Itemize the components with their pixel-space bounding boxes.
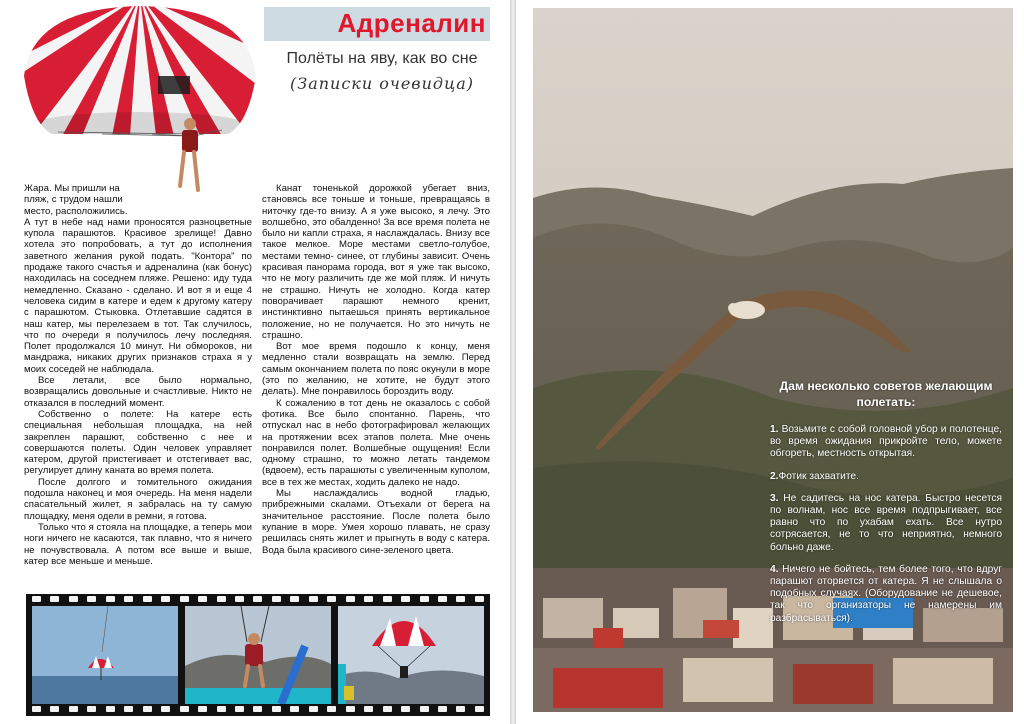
film-frame-1	[32, 606, 178, 704]
paragraph: Вот мое время подошло к концу, меня медленно стали возвращать на землю. Перед самым окончанием полета по пояс окунули в море (это по желанию, не хотите, не будут этого делать). Мне понравилось бороздить воду.	[262, 341, 490, 398]
film-frame-2	[185, 606, 331, 704]
film-perforations-bottom	[32, 706, 484, 714]
rubric-title: Адреналин	[337, 8, 486, 38]
film-frame-3	[338, 606, 484, 704]
tip-item-3: 3. Не садитесь на нос катера. Быстро несется по волнам, нос все время подпрыгивает, все равно что по ухабам ехать. Все нутро сотрясается, не то что неприятно, немного больно даже.	[770, 492, 1002, 553]
film-perforations-top	[32, 596, 484, 604]
parachute-photo	[22, 6, 258, 196]
paragraph: После долгого и томительного ожидания подошла наконец и моя очередь. На меня надели спасательный жилет, я забралась на ту самую площадку, меня одели в ремни, я готова.	[24, 476, 252, 522]
paragraph: Мы наслаждались водной гладью, прибрежными скалами. Отъехали от берега на значительное расстояние. После полета было купание в море. Умея хорошо плавать, не сразу решилась снять жилет и прыгнуть в воду с катера. Вода была красивого сине-зеленого цвета.	[262, 488, 490, 556]
paragraph: А тут в небе над нами проносятся разноцветные купола парашютов. Красивое зрелище! Давно хотела это попробовать, а тут до исполнения заветного желания рукой подать. "Контора" по продаже такого счастья и адреналина (как бонус) находилась на соседнем пляже. Решено: иду туда немедленно. Сказано - сделано. И вот я и еще 4 человека сидим в катере и едем к другому катеру с парашютом. Стыковка. Отлетавшие садятся в наш катер, мы перелезаем в тот. Так случилось, что по очереди я получилось лечу последняя. Полет продолжался 10 минут. Ни обмороков, ни мандража, никаких других признаков страха я у моих соседей не наблюдала.	[24, 216, 252, 375]
filmstrip-photos	[26, 594, 490, 716]
tips-heading: Дам несколько советов желающим полетать:	[779, 379, 993, 409]
tip-item-2: 2.Фотик захватите.	[770, 470, 859, 482]
paragraph: Собственно о полете: На катере есть специальная небольшая площадка, на ней закреплен парашют, собственно с нее и совершаются полеты. Один человек управляет катером, другой пристегивает и отстегивает вас, регулирует длину каната во время полета.	[24, 408, 252, 477]
paragraph: Все летали, все было нормально, возвращались довольные и счастливые. Никто не отказался в последний момент.	[24, 375, 252, 409]
tip-item-1: 1. Возьмите с собой головной убор и полотенце, во время ожидания прикройте тело, можете обгореть, местность открытая.	[770, 424, 1002, 460]
rubric-banner	[264, 7, 490, 41]
paragraph: Только что я стояла на площадке, а теперь мои ноги ничего не касаются, так плавно, что я ничего не почувствовала. А потом все выше и выше, катер все меньше и меньше.	[24, 521, 252, 567]
article-title: Полёты на яву, как во сне	[286, 50, 478, 67]
article-column-2	[262, 183, 490, 556]
paragraph: Жара. Мы пришли на пляж, с трудом нашли место, расположились.	[24, 183, 128, 217]
article-subtitle: (Записки очевидца)	[289, 74, 475, 93]
tips-box	[770, 378, 1002, 635]
article-column-1	[24, 183, 252, 567]
tip-item-4: 4. Ничего не бойтесь, тем более того, что вдруг парашют оторвется от катера. Я не слышала о подобных случаях. (Оборудование не дешевое, так что организаторы не намерены им разбрасываться).	[770, 563, 1002, 624]
paragraph: К сожалению в тот день не оказалось с собой фотика. Все было спонтанно. Парень, что отпускал нас в небо фотографировал желающих на протяжении всех этапов полета. Мне очень понравился полет. Волшебные ощущения! Если одному страшно, то можно летать тандемом (вдвоем), есть парашюты с увеличенным куполом, все в тех же местах, ходить далеко не надо.	[262, 397, 490, 488]
paragraph: Канат тоненькой дорожкой убегает вниз, становясь все тоньше и тоньше, превращаясь в ниточку где-то внизу. А я уже высоко, я лечу. Это волшебно, это обалденно! За все время полета не было ни капли страха, я наслаждалась. Внизу все такое мелкое. Море местами светло-голубое, местами темно- синее, от глубины зависит. Очень красивая панорама города, вот я уже так высоко, что не могу различить где же мой пляж. И ничуть не страшно. Ничуть не холодно. Когда катер поворачивает парашют немного кренит, инстинктивно пытаешься принять вертикальное положение, но не получается. Но это ничуть не страшно.	[262, 183, 490, 341]
